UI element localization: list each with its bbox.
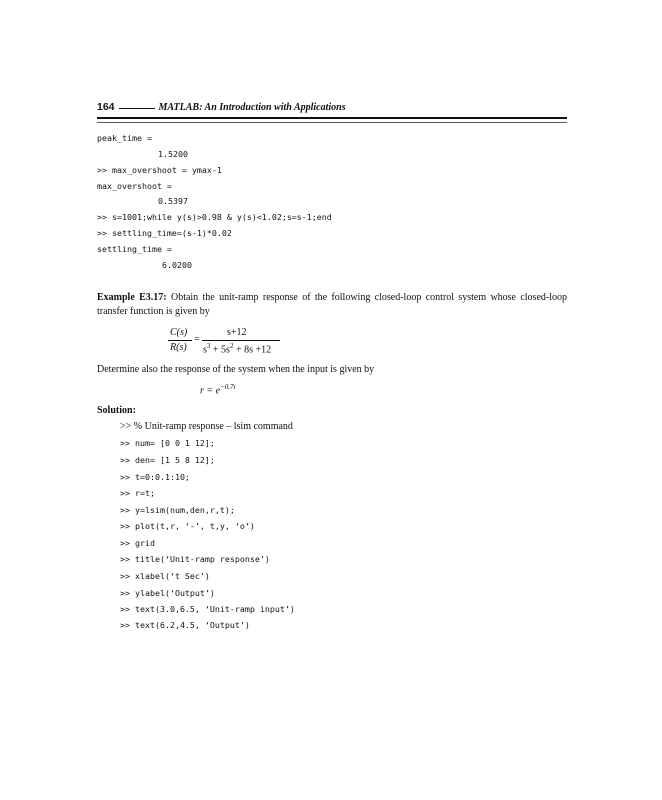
- eq-term-s3: s: [203, 344, 207, 356]
- code-line: 0.5397: [158, 196, 188, 206]
- solution-code-line: >> text(6.2,4.5, ‘Output’): [120, 620, 250, 630]
- code-line: max_overshoot =: [97, 181, 172, 191]
- solution-code-line: >> text(3.0,6.5, ‘Unit-ramp input’): [120, 604, 295, 614]
- code-line: >> max_overshoot = ymax-1: [97, 165, 222, 175]
- input-eq-lhs: r = e: [200, 385, 221, 397]
- code-line: settling_time =: [97, 244, 172, 254]
- code-line: 1.5200: [158, 149, 188, 159]
- solution-code-line: >> xlabel(‘t Sec’): [120, 571, 210, 581]
- code-line: >> s=1001;while y(s)>0.98 & y(s)<1.02;s=s-1;end: [97, 212, 332, 222]
- eq-equals: =: [194, 334, 200, 345]
- solution-code-line: >> r=t;: [120, 488, 155, 498]
- input-eq-exponent: −0.7t: [220, 383, 236, 391]
- page-number: 164: [97, 101, 115, 113]
- input-equation: [200, 383, 236, 396]
- solution-code-line: >> ylabel(‘Output’): [120, 588, 215, 598]
- example-paragraph: [97, 291, 567, 319]
- example-label: Example E3.17:: [97, 292, 167, 303]
- eq-exp-2: 2: [229, 342, 234, 350]
- eq-term-8s12: + 8s +12: [233, 344, 272, 356]
- determine-paragraph: Determine also the response of the system when the input is given by: [97, 364, 375, 375]
- eq-lhs-fraction-line: [168, 340, 192, 341]
- solution-code-line: >> plot(t,r, ‘-’, t,y, ‘o’): [120, 521, 255, 531]
- solution-code-line: >> num= [0 0 1 12];: [120, 438, 215, 448]
- code-line: >> settling_time=(s-1)*0.02: [97, 228, 232, 238]
- eq-lhs-denominator: R(s): [170, 342, 187, 353]
- solution-code-line: >> y=lsim(num,den,r,t);: [120, 505, 235, 515]
- solution-code-line: >> den= [1 5 8 12];: [120, 455, 215, 465]
- header-dash: [119, 108, 155, 109]
- eq-rhs-denominator: [203, 342, 271, 355]
- code-line: peak_time =: [97, 133, 152, 143]
- solution-code-line: >> grid: [120, 538, 155, 548]
- eq-rhs-fraction-line: [202, 340, 280, 341]
- eq-lhs-numerator: C(s): [170, 327, 188, 338]
- solution-code-line: >> title(‘Unit-ramp response’): [120, 554, 270, 564]
- eq-rhs-numerator: s+12: [227, 327, 247, 338]
- eq-exp-3: 3: [206, 342, 211, 350]
- code-line: 6.0200: [162, 260, 192, 270]
- example-text: Obtain the unit-ramp response of the following closed-loop control system whose closed-loop transfer function is given by: [97, 292, 567, 317]
- book-title: MATLAB: An Introduction with Applications: [158, 101, 346, 113]
- header-rule: [97, 117, 567, 123]
- solution-label: Solution:: [97, 405, 136, 416]
- solution-code-line: >> t=0:0.1:10;: [120, 472, 190, 482]
- solution-comment-line: >> % Unit-ramp response – lsim command: [120, 421, 293, 432]
- running-header: [97, 101, 567, 113]
- eq-term-5s2: + 5s: [210, 344, 230, 356]
